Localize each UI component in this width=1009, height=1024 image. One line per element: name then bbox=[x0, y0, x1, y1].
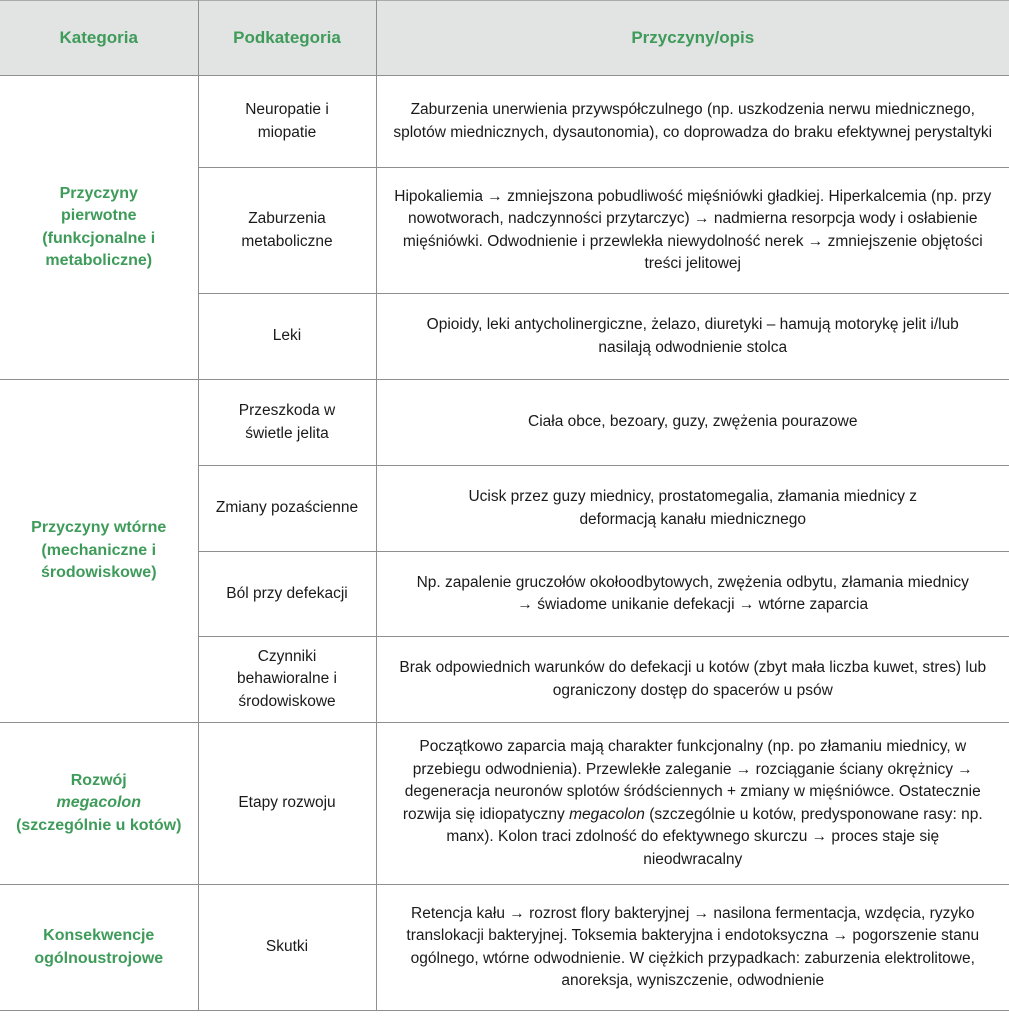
subcategory-cell: Przeszkoda w świetle jelita bbox=[198, 380, 376, 466]
header-description: Przyczyny/opis bbox=[376, 1, 1009, 76]
description-cell: Opioidy, leki antycholinergiczne, żelazo, diuretyki – hamują motorykę jelit i/lub nasilają odwodnienie stolca bbox=[376, 294, 1009, 380]
description-cell: Hipokaliemia → zmniejszona pobudliwość mięśniówki gładkiej. Hiperkalcemia (np. przy nowotworach, nadczynności przytarczyc) → nadmierna resorpcja wody i osłabienie mięśniówki. Odwodnienie i przewlekła niewydolność nerek → zmniejszenie objętości treści jelitowej bbox=[376, 168, 1009, 294]
subcategory-cell: Leki bbox=[198, 294, 376, 380]
subcategory-cell: Ból przy defekacji bbox=[198, 552, 376, 637]
header-subcategory: Podkategoria bbox=[198, 1, 376, 76]
subcategory-cell: Czynniki behawioralne i środowiskowe bbox=[198, 637, 376, 723]
category-cell: Przyczyny wtórne (mechaniczne i środowiskowe) bbox=[0, 380, 198, 723]
category-cell bbox=[0, 723, 198, 885]
table-row bbox=[0, 76, 1009, 168]
category-text: Rozwój bbox=[70, 771, 127, 789]
description-cell: Ucisk przez guzy miednicy, prostatomegalia, złamania miednicy z deformacją kanału miednicznego bbox=[376, 466, 1009, 552]
description-text: Początkowo zaparcia mają charakter funkcjonalny (np. po złamaniu miednicy, w przebiegu odwodnienia). Przewlekłe zaleganie → rozciąganie ściany okrężnicy → degeneracja neuronów splotów śródściennych + zmiany w mięśniówce. Ostatecznie rozwija się idiopatyczny bbox=[402, 738, 981, 823]
header-row bbox=[0, 1, 1009, 76]
category-italic-term: megacolon bbox=[56, 794, 141, 812]
description-cell: Retencja kału → rozrost flory bakteryjnej → nasilona fermentacja, wzdęcia, ryzyko translokacji bakteryjnej. Toksemia bakteryjna i endotoksyczna → pogorszenie stanu ogólnego, wtórne odwodnienie. W ciężkich przypadkach: zaburzenia elektrolitowe, anoreksja, wyniszczenie, odwodnienie bbox=[376, 885, 1009, 1011]
subcategory-cell: Skutki bbox=[198, 885, 376, 1011]
subcategory-cell: Neuropatie i miopatie bbox=[198, 76, 376, 168]
description-cell bbox=[376, 723, 1009, 885]
table-row bbox=[0, 380, 1009, 466]
category-cell: Przyczyny pierwotne (funkcjonalne i metaboliczne) bbox=[0, 76, 198, 380]
description-text: (szczególnie u kotów, predysponowane rasy: np. manx). Kolon traci zdolność do efektywnego skurczu → proces staje się nieodwracalny bbox=[446, 805, 983, 868]
table-row bbox=[0, 885, 1009, 1011]
subcategory-cell: Zmiany pozaścienne bbox=[198, 466, 376, 552]
description-italic-term: megacolon bbox=[569, 805, 645, 823]
subcategory-cell: Etapy rozwoju bbox=[198, 723, 376, 885]
description-cell: Brak odpowiednich warunków do defekacji u kotów (zbyt mała liczba kuwet, stres) lub ograniczony dostęp do spacerów u psów bbox=[376, 637, 1009, 723]
category-text: (szczególnie u kotów) bbox=[16, 816, 182, 834]
description-cell: Zaburzenia unerwienia przywspółczulnego (np. uszkodzenia nerwu miednicznego, splotów miednicznych, dysautonomia), co doprowadza do braku efektywnej perystaltyki bbox=[376, 76, 1009, 168]
description-cell: Np. zapalenie gruczołów okołoodbytowych, zwężenia odbytu, złamania miednicy → świadome unikanie defekacji → wtórne zaparcia bbox=[376, 552, 1009, 637]
table-row bbox=[0, 723, 1009, 885]
header-category: Kategoria bbox=[0, 1, 198, 76]
description-cell: Ciała obce, bezoary, guzy, zwężenia pourazowe bbox=[376, 380, 1009, 466]
subcategory-cell: Zaburzenia metaboliczne bbox=[198, 168, 376, 294]
category-cell: Konsekwencje ogólnoustrojowe bbox=[0, 885, 198, 1011]
